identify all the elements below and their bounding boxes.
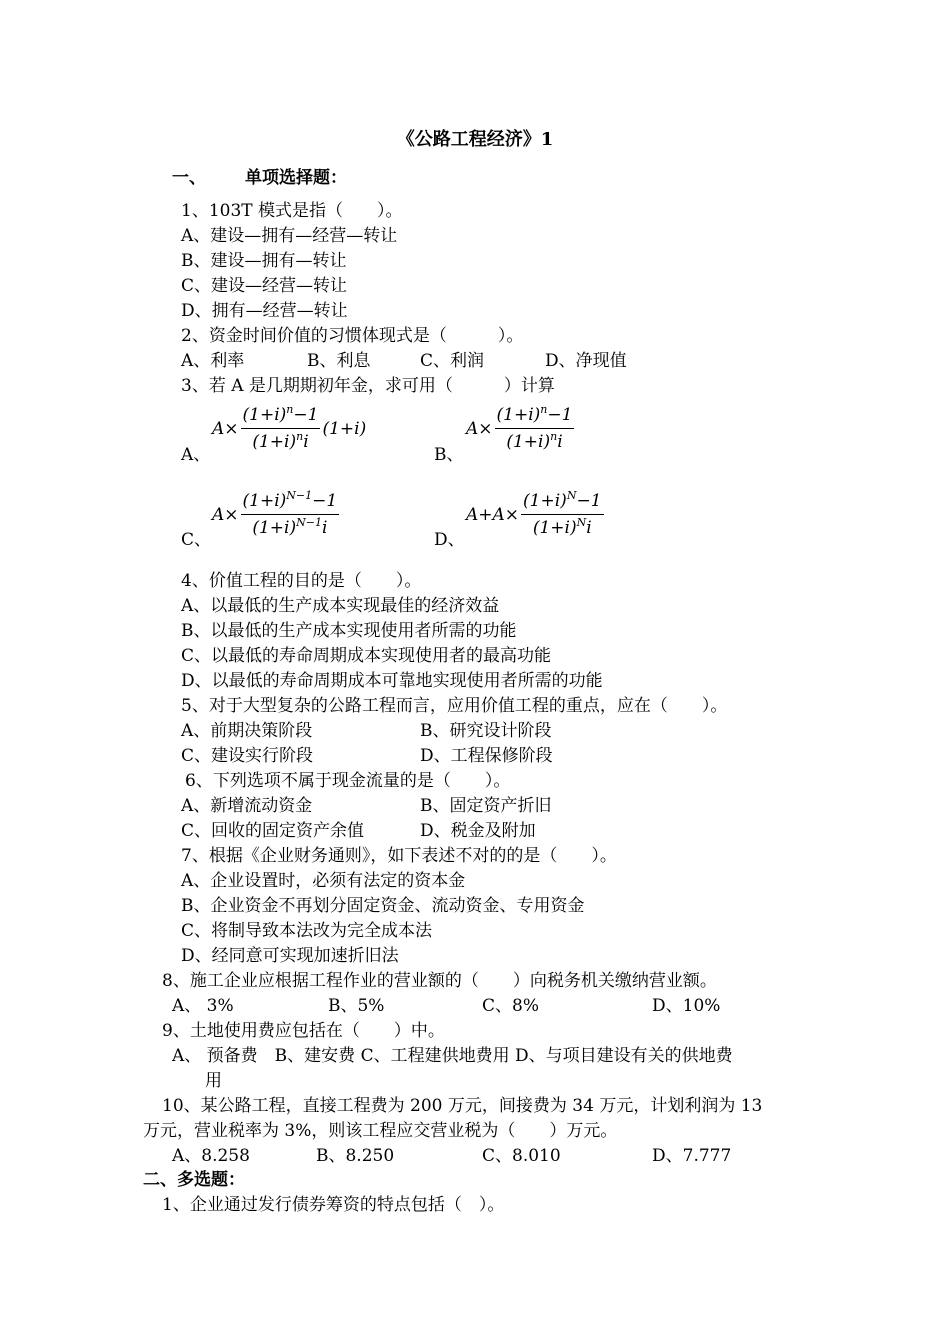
formula-d-prefix: A+A× [466,504,520,525]
formula-d-den-exp: N [576,516,587,529]
q5-option-c: C、建设实行阶段 [181,746,314,766]
q8-stem: 8、施工企业应根据工程作业的营业额的（ ）向税务机关缴纳营业额。 [162,971,717,991]
q3-option-c: C、 [181,530,212,550]
formula-d [466,490,606,539]
q10-stem-line2: 万元，营业税率为 3%，则该工程应交营业税为（ ）万元。 [143,1121,618,1141]
q5-option-b: B、研究设计阶段 [420,721,552,741]
q6-option-c: C、回收的固定资产余值 [181,821,365,841]
formula-d-num-tail: −1 [576,491,602,511]
q4-stem: 4、价值工程的目的是（ ）。 [181,571,422,591]
q6-option-d: D、税金及附加 [420,821,536,841]
q10-option-a: A、8.258 [172,1146,250,1166]
formula-a-prefix: A× [212,418,239,439]
q1-option-d: D、拥有—经营—转让 [181,301,348,321]
q9-options: A、 预备费 B、建安费 C、工程建供地费用 D、与项目建设有关的供地费 [172,1046,733,1066]
formula-a [212,404,366,453]
formula-b-num-exp: n [540,403,548,416]
q9-options-continued: 用 [205,1071,222,1091]
q2-option-c: C、利润 [420,351,485,371]
q3-option-b: B、 [434,445,464,465]
q3-option-d: D、 [434,530,465,550]
q7-option-c: C、将制导致本法改为完全成本法 [181,921,433,941]
q4-option-d: D、以最低的寿命周期成本可靠地实现使用者所需的功能 [181,671,603,691]
formula-b-den-base: (1+i) [506,432,551,452]
q2-stem: 2、资金时间价值的习惯体现式是（ ）。 [181,326,524,346]
formula-c-den-exp: N−1 [296,516,322,529]
formula-c [212,490,341,539]
formula-d-fraction [521,490,603,539]
q1-option-c: C、建设—经营—转让 [181,276,348,296]
q6-option-a: A、新增流动资金 [181,796,313,816]
q5-stem: 5、对于大型复杂的公路工程而言，应用价值工程的重点，应在（ ）。 [181,696,728,716]
q10-option-c: C、8.010 [482,1146,561,1166]
formula-b-den-exp: n [550,430,558,443]
q2-option-a: A、利率 [181,351,245,371]
q4-option-b: B、以最低的生产成本实现使用者所需的功能 [181,621,517,641]
formula-c-prefix: A× [212,504,239,525]
q3-stem: 3、若 A 是几期期初年金，求可用（ ）计算 [181,376,555,396]
section1-number: 一、 [172,168,206,188]
page-title: 《公路工程经济》1 [396,129,554,150]
formula-b [466,404,576,453]
formula-a-den-exp: n [296,430,304,443]
formula-a-fraction [241,404,321,453]
q10-option-b: B、8.250 [316,1146,395,1166]
section2-heading: 二、多选题： [143,1170,245,1190]
q1-option-b: B、建设—拥有—转让 [181,251,347,271]
q10-option-d: D、7.777 [652,1146,732,1166]
formula-a-suffix: (1+i) [322,418,367,439]
formula-d-num-base: (1+i) [523,491,567,511]
q4-option-c: C、以最低的寿命周期成本实现使用者的最高功能 [181,646,552,666]
formula-c-num-tail: −1 [312,491,338,511]
q5-option-a: A、前期决策阶段 [181,721,313,741]
q6-stem: 6、下列选项不属于现金流量的是（ ）。 [185,771,511,791]
formula-a-num-exp: n [286,403,294,416]
formula-b-num-base: (1+i) [496,405,541,425]
formula-c-num-base: (1+i) [242,491,287,511]
q9-stem: 9、土地使用费应包括在（ ）中。 [162,1021,445,1041]
formula-d-num-exp: N [566,489,577,502]
q7-option-a: A、企业设置时，必须有法定的资本金 [181,871,466,891]
q7-option-d: D、经同意可实现加速折旧法 [181,946,399,966]
q7-stem: 7、根据《企业财务通则》，如下表述不对的的是（ ）。 [181,846,617,866]
formula-a-num-base: (1+i) [242,405,287,425]
q2-option-d: D、净现值 [545,351,627,371]
formula-b-prefix: A× [466,418,493,439]
formula-d-den-base: (1+i) [532,518,577,538]
q1-option-a: A、建设—拥有—经营—转让 [181,226,398,246]
q8-option-c: C、8% [482,996,539,1016]
q8-option-d: D、10% [652,996,721,1016]
q5-option-d: D、工程保修阶段 [420,746,553,766]
q10-stem-line1: 10、某公路工程，直接工程费为 200 万元，间接费为 34 万元，计划利润为 13 [162,1096,763,1116]
formula-a-den-tail: i [303,432,309,452]
section1-heading: 单项选择题： [245,168,347,188]
q7-option-b: B、企业资金不再划分固定资金、流动资金、专用资金 [181,896,585,916]
formula-a-den-base: (1+i) [252,432,297,452]
q1-stem: 1、103T 模式是指（ ）。 [181,201,403,221]
q8-option-a: A、 3% [172,996,234,1016]
m1-stem: 1、企业通过发行债券筹资的特点包括（ ）。 [162,1195,505,1215]
formula-a-num-tail: −1 [293,405,319,425]
formula-b-den-tail: i [557,432,563,452]
q8-option-b: B、5% [328,996,385,1016]
q3-option-a: A、 [181,445,211,465]
formula-b-fraction [495,404,575,453]
formula-c-fraction [241,490,340,539]
formula-b-num-tail: −1 [547,405,573,425]
q4-option-a: A、以最低的生产成本实现最佳的经济效益 [181,596,500,616]
formula-c-num-exp: N−1 [286,489,313,502]
q2-option-b: B、利息 [307,351,371,371]
formula-c-den-tail: i [321,518,328,538]
q6-option-b: B、固定资产折旧 [420,796,552,816]
formula-d-den-tail: i [586,518,592,538]
formula-c-den-base: (1+i) [252,518,297,538]
